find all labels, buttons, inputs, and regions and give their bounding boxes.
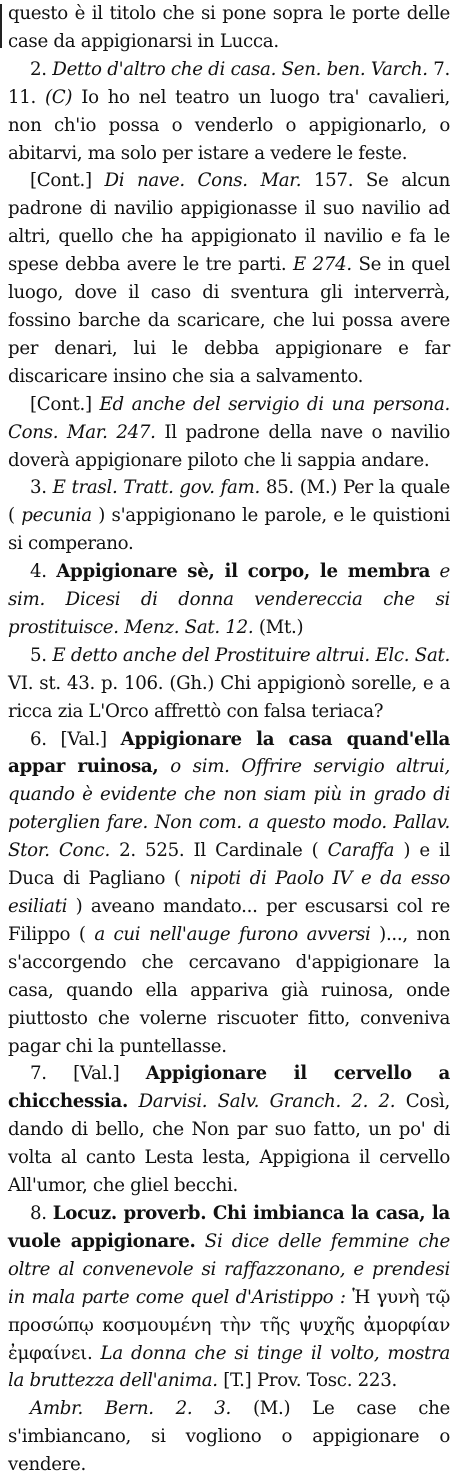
headword: Appigionare il cervello a chicchessia. [8,1063,451,1113]
cont-source: Cons. Mar. 247. [8,421,156,443]
sense-3 [8,474,450,558]
author-mark: (Gh.) [169,672,215,694]
author-mark: 85. (M.) [265,477,338,499]
sense-number: 7. [Val.] [30,1063,120,1085]
sense-label: e sim. Dicesi di donna venderеccia che si prostituisce. Menz. Sat. 12. [8,561,451,638]
quote: 157. Se alcun padrone di navilio appigionasse il suo navilio ad altri, quello che ha appigionato il navilio e fa le spese debba avere le tre parti. [8,170,450,276]
sense-4 [8,558,450,642]
greek-quote: Ἡ γυνὴ τῷ προσώπῳ κοσμουμένη τὴν τῆς ψυχῆς ἀμορφίαν ἐμφαίνει. [8,1286,450,1364]
italic-phrase: a cui nell'auge furono avversi [94,923,371,945]
source-ref: Darvisi. Salv. Granch. 2. 2. [138,1091,396,1113]
quote: Il padrone della nave o navilio doverà appigionare piloto che li sappia andare. [8,421,450,471]
italic-word: Caraffa [327,840,395,862]
sense-7 [8,1060,450,1200]
sense-8 [8,1200,450,1395]
headword: Appigionare la casa quand'ella appar ruinosa, [8,728,450,778]
sense-label: Detto d'altro che di casa. Sen. ben. Varch. [52,58,428,80]
cont-block-1 [8,167,450,390]
quote: ) s'appigionano le parole, e le quistioni si comperano. [8,505,451,555]
headword: Appigionare sè, il corpo, le membra [56,561,431,583]
quote: Chi appigionò sorelle, e a ricca zia L'Orco affrettò con falsa teriaca? [8,672,451,722]
cont-block-2 [8,391,450,475]
sense-label: Si dice delle femmine che oltre al convenevole si raffazzonano, e prendesi in mala parte come quel d'Aristippo : [8,1230,451,1308]
quote: 2. 525. Il Cardinale ( [119,840,319,862]
author-mark: (M.) [252,1398,291,1420]
sense-2 [8,56,450,168]
italic-word: pecunia [21,505,92,527]
cont-source: Di nave. Cons. Mar. [104,170,302,192]
sense-number: 2. [30,58,47,80]
source-ref: 7. 11. [8,58,451,108]
sense-label: E trasl. Tratt. gov. fam. [52,477,260,499]
quote: Io ho nel teatro un luogo tra' cavalieri, non ch'io possa o venderlo o appigionarlo, o abitarvi, ma solo per istare a vedere le feste. [8,86,451,164]
source-ref: VI. st. 43. p. 106. [8,672,164,694]
quote: Per la quale ( [8,477,450,527]
author-mark: (Mt.) [258,616,304,638]
sense-number: 5. [30,644,47,666]
page-ref: E 274. [292,254,352,276]
quote: Le case che s'imbiancano, si vogliono o appigionare o vendere. [8,1398,450,1476]
headword: Locuz. proverb. Chi imbianca la casa, la vuole appigionare. [8,1202,450,1252]
cont-tag: [Cont.] [30,170,92,192]
sense-number: 8. [30,1202,47,1224]
italic-phrase: La donna che si tinge il volto, mostra la bruttezza dell'anima. [8,1342,450,1392]
author-mark: (C) [45,86,73,108]
margin-rule [0,4,2,48]
sense-label: E detto anche del Prostituire altrui. Elc. Sat. [52,644,450,666]
entry-top [8,0,450,56]
sense-number: 4. [30,561,47,583]
sense-5 [8,642,450,726]
sense-number: 6. [Val.] [30,728,107,750]
quote: ) aveano mandato... per escusarsi col re Filippo ( [8,896,450,945]
italic-phrase: nipoti di Paolo IV e da esso esiliati [8,868,450,917]
cont-source: Ambr. Bern. 2. 3. [30,1398,232,1420]
source-ref: [T.] Prov. Tosc. 223. [223,1370,397,1392]
sense-number: 3. [30,477,47,499]
dictionary-column [8,0,450,1479]
quote: Se in quel luogo, dove il caso di sventura gli interverrà, fossino barche da scaricare, che lui possa avere per denari, lui le debba appigionare e far discaricare insino che sia a salvamento. [8,254,450,387]
sense-6 [8,726,450,1061]
quote: Così, dando di bello, che Non par suo fatto, un po' di volta al canto Lesta lesta, Appigiona il cervello All'umor, che gliel becchi. [8,1091,450,1197]
quote: ) e il Duca di Pagliano ( [8,840,450,890]
sense-label: o sim. Offrire servigio altrui, quando è evidente che non siam più in grado di poterglien fare. Non com. a questo modo. Pallav. Stor. Conc. [8,756,450,862]
ambr-block [8,1395,450,1479]
text: questo è il titolo che si pone sopra le porte delle case da appigionarsi in Lucca. [8,3,450,52]
quote: )..., non s'accorgendo che cercavano d'appigionare la casa, quando ella appariva già ruinosa, onde piuttosto che volerne riscuoter fitto, conveniva pagar chi la puntellasse. [8,923,451,1057]
cont-tag: [Cont.] [30,393,92,415]
cont-label: Ed anche del servigio di una persona. [99,393,450,415]
